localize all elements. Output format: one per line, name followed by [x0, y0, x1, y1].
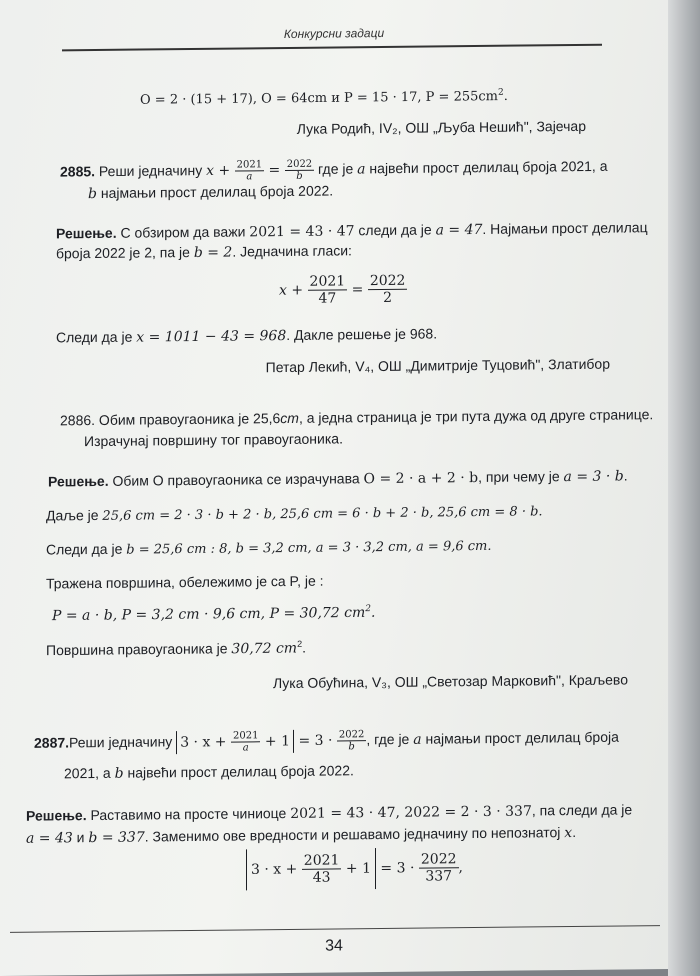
solution-2886-line3: Следи да је b = 25,6 cm : 8, b = 3,2 cm, a = 3 · 3,2 cm, a = 9,6 cm.: [46, 538, 492, 558]
solution-2885-line2: броја 2022 је 2, па је b = 2. Једначина гласи:: [56, 242, 352, 262]
problem-2885-line1: 2885. Реши једначину x + $\frac{2021}{a}$ = $\frac{2022}{b}$ где је a највећи прост делилац броја 2021, а: [60, 157, 608, 183]
problem-2886-line1: 2886. Обим правоугаоника је 25,6cm, а једна страница је три пута дужа од друге странице.: [60, 406, 654, 429]
problem-2886-line2: Израчунај површину тог правоугаоника.: [84, 430, 343, 450]
header-rule: [62, 44, 602, 52]
solution-2886-line4: Тражена површина, обележимо је са P, је :: [46, 572, 324, 592]
author-2884: Лука Родић, IV₂, ОШ „Љуба Нешић", Зајечар: [296, 117, 586, 137]
author-2885: Петар Лекић, V₄, ОШ „Димитрије Туцовић", Златибор: [265, 355, 610, 376]
footer-rule: [10, 925, 660, 933]
solution-2886-line5: P = a · b, P = 3,2 cm · 9,6 cm, P = 30,72 $cm^2$.: [52, 604, 376, 625]
equation-2885: x + $\frac{2021}{47}$ = $\frac{2022}{2}$: [279, 272, 406, 307]
equation-2887: 3 · x + $\frac{2021}{43}$ + 1 = 3 · $\frac{2022}{337}$ ,: [246, 847, 463, 890]
solution-2887-line2: a = 43 и b = 337. Заменимо ове вредности и решавамо једначину по непознатој x.: [26, 823, 577, 847]
solution-2886-line1: Решење. Обим O правоугаоника се израчунава O = 2 · a + 2 · b, при чему је a = 3 · b.: [48, 467, 628, 490]
fraction-2021-a: $\frac{2021}{a}$: [236, 159, 263, 183]
solution-2885-result: Следи да је x = 1011 − 43 = 968. Дакле решење је 968.: [56, 325, 438, 346]
solution-2886-line2: Даље је 25,6 cm = 2 · 3 · b + 2 · b, 25,6 cm = 6 · b + 2 · b, 25,6 cm = 8 · b.: [46, 504, 543, 524]
problem-2887-line2: 2021, а b највећи прост делилац броја 2022.: [64, 762, 354, 782]
top-formula: O = 2 · (15 + 17), O = 64cm и P = 15 · 17, $P = 255cm^2$.: [140, 87, 508, 108]
problem-2885-line2: b најмањи прост делилац броја 2022.: [88, 182, 334, 203]
page-number: 34: [325, 937, 343, 955]
adjacent-page-edge: [668, 0, 700, 976]
author-2886: Лука Обућина, V₃, ОШ „Светозар Марковић", Краљево: [272, 671, 628, 692]
solution-2887-line1: Решење. Раставимо на просте чиниоце 2021 = 43 · 47, 2022 = 2 · 3 · 337, па следи да је: [26, 801, 633, 824]
solution-2885-line1: Решење. С обзиром да важи 2021 = 43 · 47 следи да је a = 47. Најмањи прост делилац: [56, 219, 648, 242]
absolute-value: 3 · x + $\frac{2021}{a}$ + 1: [176, 730, 294, 754]
fraction-2022-b: $\frac{2022}{b}$: [286, 158, 313, 182]
problem-2887-line1: 2887.Реши једначину 3 · x + $\frac{2021}{a}$ + 1 = 3 · $\frac{2022}{b}$ , где је a најмањи прост делилац броја: [34, 728, 619, 754]
solution-2886-line6: Површина правоугаоника је 30,72 $cm^2$.: [46, 638, 306, 659]
running-header: Конкурсни задаци: [283, 25, 385, 42]
